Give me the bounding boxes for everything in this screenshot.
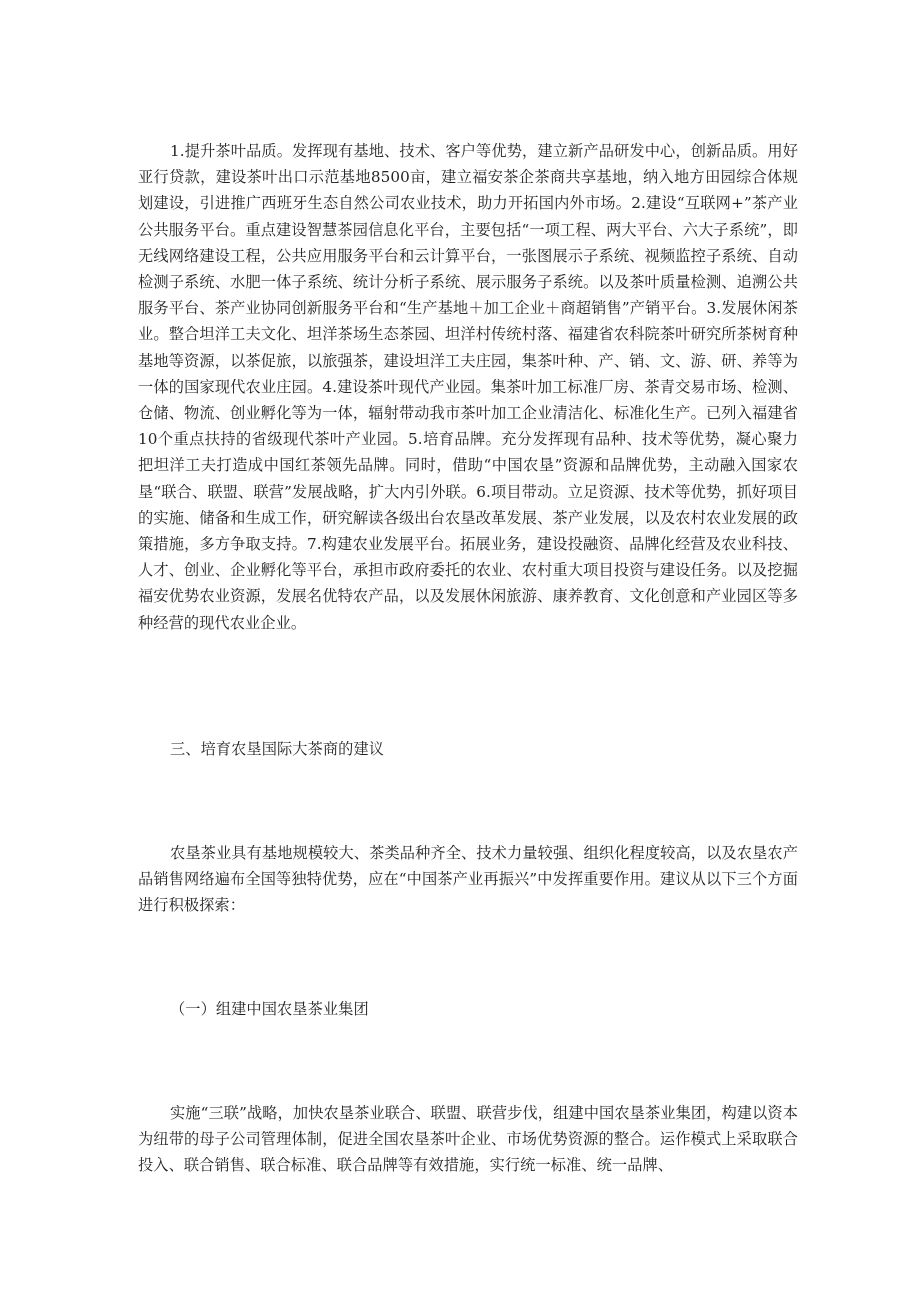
body-paragraph-three-links: 实施“三联”战略，加快农垦茶业联合、联盟、联营步伐，组建中国农垦茶业集团，构建以资本为纽带的母子公司管理体制，促进全国农垦茶叶企业、市场优势资源的整合。运作模式上采取联合投入、联合销售、联合标准、联合品牌等有效措施，实行统一标准、统一品牌、 xyxy=(138,1104,798,1175)
subsection-heading-1: （一）组建中国农垦茶业集团 xyxy=(170,1000,369,1018)
body-paragraph-advantages: 农垦茶业具有基地规模较大、茶类品种齐全、技术力量较强、组织化程度较高，以及农垦农产品销售网络遍布全国等独特优势，应在“中国茶产业再振兴”中发挥重要作用。建议从以下三个方面进行积极探索： xyxy=(138,844,798,915)
section-heading-3: 三、培育农垦国际大茶商的建议 xyxy=(170,740,385,758)
body-paragraph-tea-quality: 1.提升茶叶品质。发挥现有基地、技术、客户等优势，建立新产品研发中心，创新品质。用好亚行贷款，建设茶叶出口示范基地8500亩，建立福安茶企茶商共享基地，纳入地方田园综合体规划建设，引进推广西班牙生态自然公司农业技术，助力开拓国内外市场。2.建设“互联网+”茶产业公共服务平台。重点建设智慧茶园信息化平台，主要包括“一项工程、两大平台、六大子系统”，即无线网络建设工程，公共应用服务平台和云计算平台，一张图展示子系统、视频监控子系统、自动检测子系统、水肥一体子系统、统计分析子系统、展示服务子系统。以及茶叶质量检测、追溯公共服务平台、茶产业协同创新服务平台和“生产基地＋加工企业＋商超销售”产销平台。3.发展休闲茶业。整合坦洋工夫文化、坦洋茶场生态茶园、坦洋村传统村落、福建省农科院茶叶研究所茶树育种基地等资源，以茶促旅，以旅强茶，建设坦洋工夫庄园，集茶叶种、产、销、文、游、研、养等为一体的国家现代农业庄园。4.建设茶叶现代产业园。集茶叶加工标准厂房、茶青交易市场、检测、仓储、物流、创业孵化等为一体，辐射带动我市茶叶加工企业清洁化、标准化生产。已列入福建省10个重点扶持的省级现代茶叶产业园。5.培育品牌。充分发挥现有品种、技术等优势，凝心聚力把坦洋工夫打造成中国红茶领先品牌。同时，借助“中国农垦”资源和品牌优势，主动融入国家农垦“联合、联盟、联营”发展战略，扩大内引外联。6.项目带动。立足资源、技术等优势，抓好项目的实施、储备和生成工作，研究解读各级出台农垦改革发展、茶产业发展，以及农村农业发展的政策措施，多方争取支持。7.构建农业发展平台。拓展业务，建设投融资、品牌化经营及农业科技、人才、创业、企业孵化等平台，承担市政府委托的农业、农村重大项目投资与建设任务。以及挖掘福安优势农业资源，发展名优特农产品，以及发展休闲旅游、康养教育、文化创意和产业园区等多种经营的现代农业企业。 xyxy=(138,142,798,632)
